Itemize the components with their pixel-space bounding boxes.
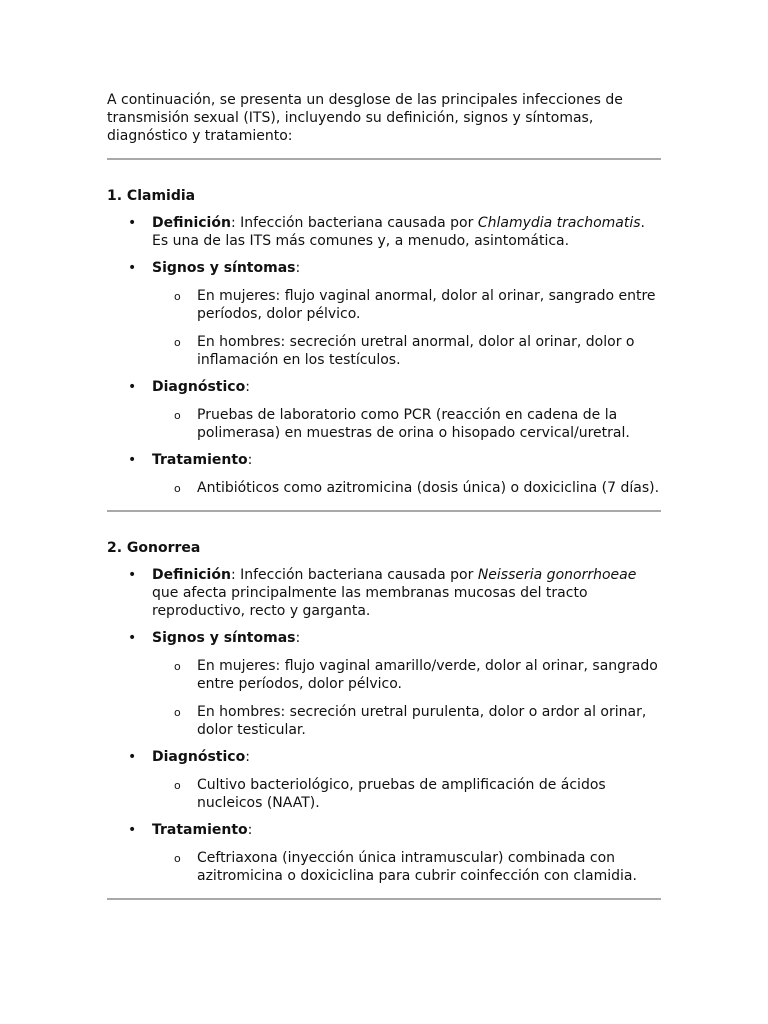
divider xyxy=(107,158,661,160)
list-item xyxy=(152,287,661,323)
bullet: • xyxy=(128,215,137,231)
term-colon: : xyxy=(295,630,301,646)
bullet: • xyxy=(128,630,137,646)
sub-bullet: o xyxy=(174,290,181,303)
intro-paragraph: A continuación, se presenta un desglose de las principales infecciones de transmisión sexual (ITS), incluyendo su definición, signos y síntomas, diagnóstico y tratamiento: xyxy=(107,92,623,144)
signs-term: Signos y síntomas xyxy=(152,260,296,276)
signs-term: Signos y síntomas xyxy=(152,630,296,646)
divider xyxy=(107,510,661,512)
bullet: • xyxy=(128,379,137,395)
bullet: • xyxy=(128,452,137,468)
sub-bullet: o xyxy=(174,852,181,865)
definition-text-end: . Es una de las ITS más comunes y, a menudo, asintomática. xyxy=(152,215,645,249)
list-item xyxy=(152,776,661,812)
list-item xyxy=(152,657,661,693)
diagnosis-item xyxy=(107,748,661,812)
list-item xyxy=(152,406,661,442)
term-colon: : xyxy=(247,452,253,468)
signs-sublist xyxy=(152,287,661,369)
list-item-text: Ceftriaxona (inyección única intramuscular) combinada con azitromicina o doxiciclina para cubrir coinfección con clamidia. xyxy=(197,850,637,884)
treatment-term: Tratamiento xyxy=(152,822,248,838)
definition-term: Definición xyxy=(152,567,231,583)
signs-item xyxy=(107,259,661,369)
list-item xyxy=(152,703,661,739)
section-gonorrea xyxy=(107,539,661,885)
list-item-text: En mujeres: flujo vaginal amarillo/verde, dolor al orinar, sangrado entre períodos, dolor pélvico. xyxy=(197,658,658,692)
sub-bullet: o xyxy=(174,482,181,495)
treatment-item xyxy=(107,451,661,497)
section-title: 1. Clamidia xyxy=(107,188,196,204)
bullet: • xyxy=(128,749,137,765)
sub-bullet: o xyxy=(174,706,181,719)
treatment-sublist xyxy=(152,849,661,885)
topic-list xyxy=(107,566,661,885)
diagnosis-term: Diagnóstico xyxy=(152,749,246,765)
definition-item xyxy=(107,566,661,620)
term-colon: : xyxy=(295,260,301,276)
list-item xyxy=(152,479,661,497)
definition-item xyxy=(107,214,661,250)
treatment-sublist xyxy=(152,479,661,497)
list-item-text: Cultivo bacteriológico, pruebas de amplificación de ácidos nucleicos (NAAT). xyxy=(197,777,606,811)
list-item-text: Pruebas de laboratorio como PCR (reacción en cadena de la polimerasa) en muestras de orina o hisopado cervical/uretral. xyxy=(197,407,630,441)
treatment-item xyxy=(107,821,661,885)
sub-bullet: o xyxy=(174,660,181,673)
list-item-text: En mujeres: flujo vaginal anormal, dolor al orinar, sangrado entre períodos, dolor pélvico. xyxy=(197,288,656,322)
list-item-text: En hombres: secreción uretral purulenta, dolor o ardor al orinar, dolor testicular. xyxy=(197,704,647,738)
divider xyxy=(107,898,661,900)
list-item xyxy=(152,849,661,885)
list-item xyxy=(152,333,661,369)
organism-name: Neisseria gonorrhoeae xyxy=(477,567,637,583)
definition-text: : Infección bacteriana causada por xyxy=(230,215,478,231)
bullet: • xyxy=(128,822,137,838)
section-clamidia xyxy=(107,187,661,497)
list-item-text: En hombres: secreción uretral anormal, dolor al orinar, dolor o inflamación en los testículos. xyxy=(197,334,635,368)
treatment-term: Tratamiento xyxy=(152,452,248,468)
term-colon: : xyxy=(245,749,250,765)
diagnosis-sublist xyxy=(152,776,661,812)
sub-bullet: o xyxy=(174,779,181,792)
sub-bullet: o xyxy=(174,409,181,422)
diagnosis-item xyxy=(107,378,661,442)
bullet: • xyxy=(128,260,137,276)
diagnosis-sublist xyxy=(152,406,661,442)
diagnosis-term: Diagnóstico xyxy=(152,379,246,395)
document-page xyxy=(107,91,661,900)
section-title: 2. Gonorrea xyxy=(107,540,201,556)
signs-item xyxy=(107,629,661,739)
bullet: • xyxy=(128,567,137,583)
definition-text-end: que afecta principalmente las membranas mucosas del tracto reproductivo, recto y garganta. xyxy=(152,585,588,619)
term-colon: : xyxy=(245,379,250,395)
definition-text: : Infección bacteriana causada por xyxy=(230,567,478,583)
definition-term: Definición xyxy=(152,215,231,231)
list-item-text: Antibióticos como azitromicina (dosis única) o doxiciclina (7 días). xyxy=(197,480,660,496)
term-colon: : xyxy=(247,822,253,838)
signs-sublist xyxy=(152,657,661,739)
topic-list xyxy=(107,214,661,497)
sub-bullet: o xyxy=(174,336,181,349)
organism-name: Chlamydia trachomatis xyxy=(477,215,641,231)
